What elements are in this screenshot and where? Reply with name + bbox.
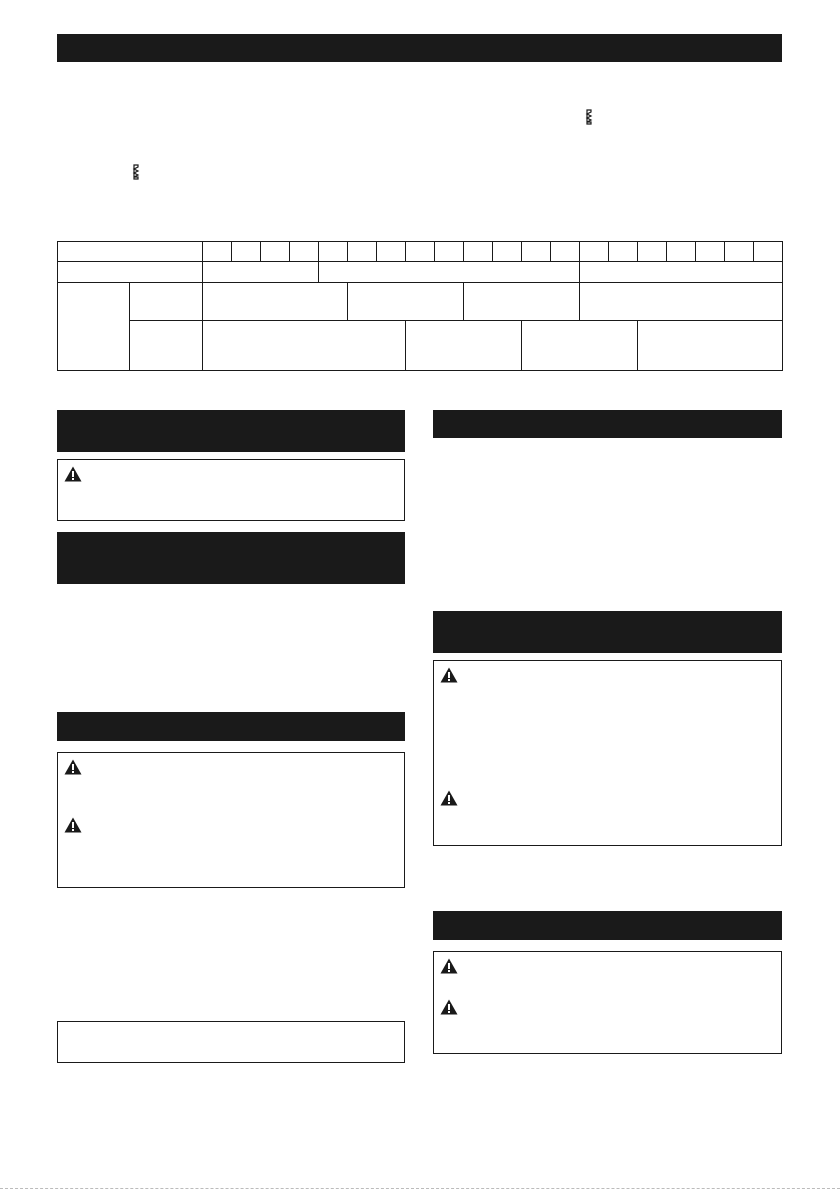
section-heading-bar <box>433 410 782 438</box>
drill-bit-icon <box>585 109 593 125</box>
section-heading-bar <box>57 712 405 741</box>
table-row <box>58 283 783 321</box>
note-box <box>57 1021 405 1063</box>
section-heading-bar <box>57 532 405 584</box>
section-heading-bar <box>57 410 405 452</box>
table-row <box>58 262 783 283</box>
warning-box <box>433 660 782 846</box>
spec-table <box>57 241 783 371</box>
section-heading-bar <box>433 611 782 653</box>
table-row <box>58 321 783 371</box>
table-row <box>58 242 783 262</box>
drill-bit-icon <box>132 164 140 180</box>
header-bar <box>57 34 782 62</box>
warning-box <box>57 752 405 888</box>
warning-box <box>433 951 782 1054</box>
section-heading-bar <box>433 911 782 940</box>
page-edge-rule <box>0 1188 840 1189</box>
warning-box <box>57 459 405 521</box>
